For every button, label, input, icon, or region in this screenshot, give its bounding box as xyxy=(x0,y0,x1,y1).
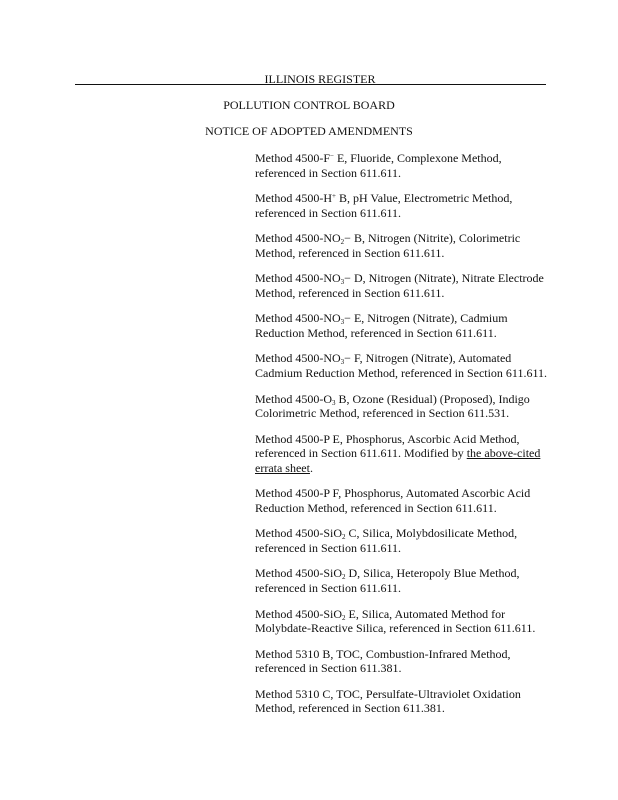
method-text: Method 4500-F xyxy=(255,151,330,165)
method-entry xyxy=(255,191,555,220)
method-entry xyxy=(255,526,555,555)
method-text-rest: B, Ozone (Residual) (Proposed), Indigo Colorimetric Method, referenced in Section 611.531. xyxy=(255,391,530,421)
method-entry xyxy=(255,432,555,476)
method-text-rest: − F, Nitrogen (Nitrate), Automated Cadmium Reduction Method, referenced in Section 611.611. xyxy=(255,351,548,380)
method-text: Method 4500-P E, Phosphorus, Ascorbic Acid Method, referenced in Section 611.611. Modified by xyxy=(255,431,520,461)
method-subscript: 3 xyxy=(340,278,345,287)
method-text: Method 4500-H xyxy=(255,191,332,206)
method-entry xyxy=(255,231,555,260)
method-subscript: 3 xyxy=(332,398,336,407)
method-text-rest: B, pH Value, Electrometric Method, referenced in Section 611.611. xyxy=(255,191,513,220)
errata-reference: the above-cited errata sheet xyxy=(255,446,541,475)
method-supscript: + xyxy=(332,192,336,201)
method-subscript: 2 xyxy=(342,573,346,582)
board-name: POLLUTION CONTROL BOARD xyxy=(223,98,395,112)
method-subscript: 3 xyxy=(340,358,345,367)
method-entry xyxy=(255,566,555,595)
register-title: ILLINOIS REGISTER xyxy=(264,72,376,86)
method-subscript: 2 xyxy=(342,533,346,542)
method-entry xyxy=(255,486,555,515)
method-entry xyxy=(255,647,555,676)
method-text: Method 4500-O xyxy=(255,391,332,406)
method-text-rest: − D, Nitrogen (Nitrate), Nitrate Electrode Method, referenced in Section 611.611. xyxy=(255,271,544,300)
method-text-tail: . xyxy=(309,460,313,475)
method-text: Method 4500-NO xyxy=(255,231,341,246)
method-supscript: − xyxy=(330,152,334,160)
method-text-rest: − B, Nitrogen (Nitrite), Colorimetric Method, referenced in Section 611.611. xyxy=(255,231,521,260)
method-text: Method 5310 C, TOC, Persulfate-Ultraviolet Oxidation Method, referenced in Section 611.381. xyxy=(255,686,521,716)
method-text: Method 4500-NO xyxy=(255,351,341,366)
method-subscript: 2 xyxy=(342,613,346,622)
method-text: Method 4500-NO xyxy=(255,311,341,326)
method-entry xyxy=(255,392,555,421)
method-subscript: 2 xyxy=(340,238,345,247)
method-text: Method 4500-NO xyxy=(255,271,341,286)
method-text: Method 4500-SiO xyxy=(255,566,342,581)
method-entry xyxy=(255,271,555,300)
method-text-rest: D, Silica, Heteropoly Blue Method, referenced in Section 611.611. xyxy=(255,566,520,595)
method-text-rest: C, Silica, Molybdosilicate Method, referenced in Section 611.611. xyxy=(255,526,518,555)
method-text-rest: E, Fluoride, Complexone Method, referenced in Section 611.611. xyxy=(255,151,502,180)
method-text: Method 4500-P F, Phosphorus, Automated Ascorbic Acid Reduction Method, referenced in Section 611.611. xyxy=(255,486,531,515)
method-text: Method 4500-SiO xyxy=(255,606,342,621)
method-entry xyxy=(255,607,555,636)
method-entry xyxy=(255,151,555,180)
method-text: Method 5310 B, TOC, Combustion-Infrared Method, referenced in Section 611.381. xyxy=(255,646,511,676)
method-entry xyxy=(255,311,555,340)
method-list xyxy=(255,151,555,727)
method-entry xyxy=(255,351,555,380)
method-text-rest: E, Silica, Automated Method for Molybdate-Reactive Silica, referenced in Section 611.611. xyxy=(255,606,536,636)
method-text-rest: − E, Nitrogen (Nitrate), Cadmium Reduction Method, referenced in Section 611.611. xyxy=(255,311,508,340)
method-subscript: 3 xyxy=(340,318,345,327)
method-entry xyxy=(255,687,555,716)
notice-title: NOTICE OF ADOPTED AMENDMENTS xyxy=(205,124,413,138)
method-text: Method 4500-SiO xyxy=(255,526,342,541)
